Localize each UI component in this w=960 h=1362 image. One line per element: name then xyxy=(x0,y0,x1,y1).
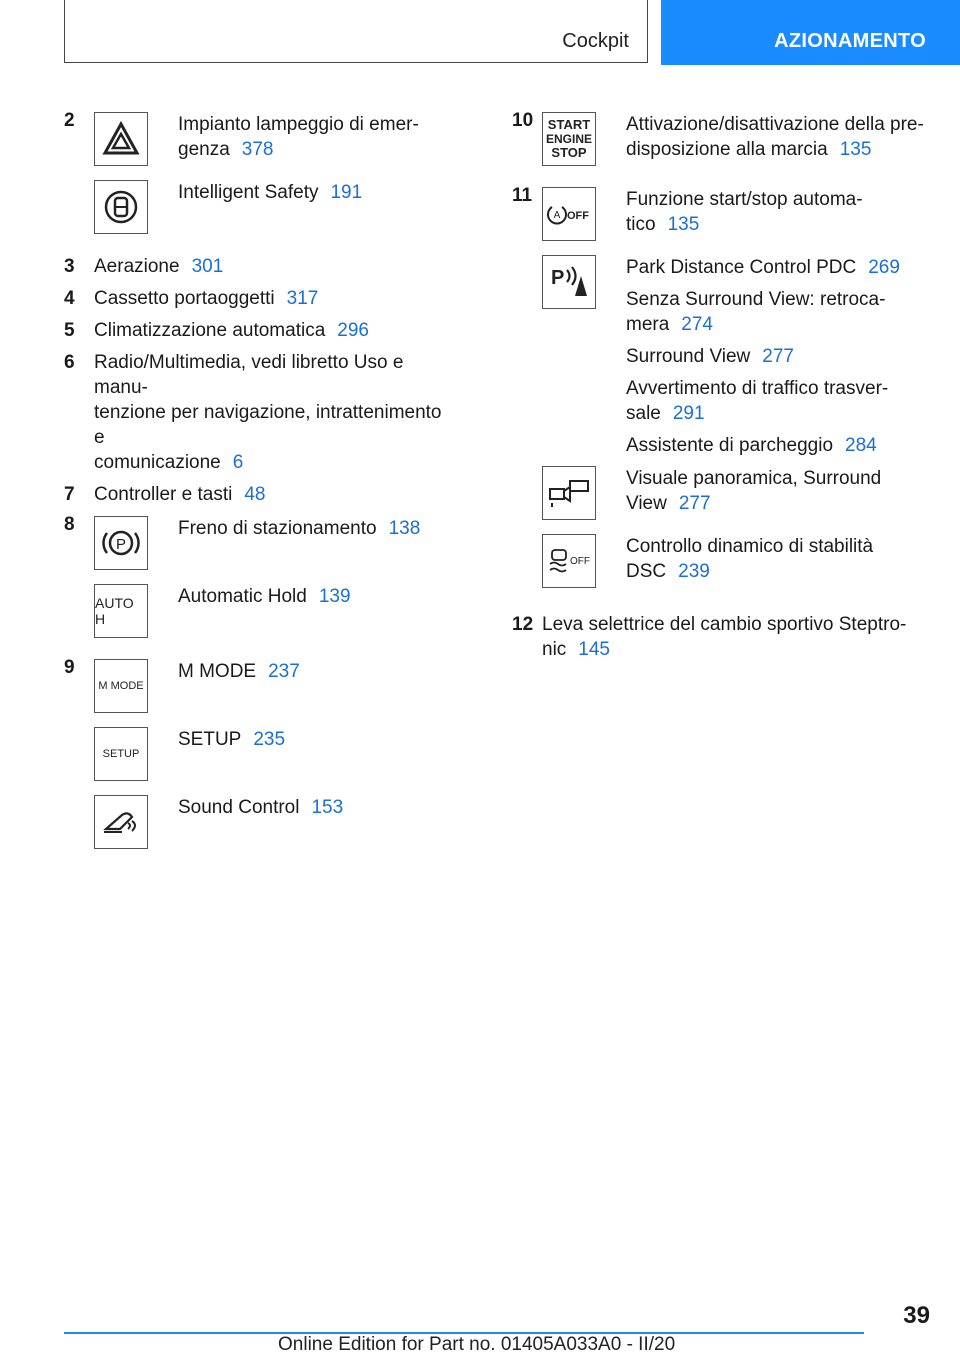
entry-text xyxy=(626,534,926,584)
entry-2-intelligent-safety xyxy=(64,178,454,246)
entry-text-line: Freno di stazionamento xyxy=(178,518,377,539)
entry-text-line: Controllo dinamico di stabilità xyxy=(626,536,874,557)
entry-text-line: disposizione alla marcia xyxy=(626,139,828,160)
page-ref-link[interactable]: 135 xyxy=(667,214,700,235)
parking-brake-icon xyxy=(94,516,148,570)
setup-icon xyxy=(94,727,148,781)
entry-11-surround-view xyxy=(512,464,932,532)
entry-text xyxy=(178,584,478,609)
entry-text xyxy=(626,255,926,458)
item-number: 11 xyxy=(512,185,533,206)
entry-text-line: Avvertimento di traffico trasver- xyxy=(626,378,889,399)
item-number: 7 xyxy=(64,484,75,505)
page-ref-link[interactable]: 296 xyxy=(337,320,369,341)
page-ref-link[interactable]: 48 xyxy=(244,484,266,505)
sound-control-icon xyxy=(94,795,148,849)
item-number: 2 xyxy=(64,110,75,131)
entry-text-line: View xyxy=(626,493,667,514)
page-ref-link[interactable]: 191 xyxy=(330,182,363,203)
section-title: Cockpit xyxy=(562,30,629,52)
item-number: 9 xyxy=(64,657,75,678)
entry-text xyxy=(178,659,478,684)
entry-9-m-mode xyxy=(64,657,454,725)
icon-label: SETUP xyxy=(102,748,140,760)
entry-text-line: Aerazione xyxy=(94,256,180,277)
page-ref-link[interactable]: 145 xyxy=(578,639,610,660)
svg-text:A: A xyxy=(553,210,561,221)
auto-start-stop-off-icon xyxy=(542,187,596,241)
entry-text xyxy=(178,112,478,162)
auto-hold-icon xyxy=(94,584,148,638)
page-ref-link[interactable]: 269 xyxy=(868,257,900,278)
entry-text-line: nic xyxy=(542,639,567,660)
item-number: 5 xyxy=(64,320,75,341)
page-ref-link[interactable]: 301 xyxy=(191,256,224,277)
page-ref-link[interactable]: 239 xyxy=(678,561,710,582)
page-ref-link[interactable]: 284 xyxy=(845,435,877,456)
entry-text-line: Assistente di parcheggio xyxy=(626,435,834,456)
entry-text-line: tenzione per navigazione, intrattenimento e xyxy=(94,402,442,448)
entry-11-auto-start-stop xyxy=(512,185,932,253)
intelligent-safety-icon xyxy=(94,180,148,234)
entry-text-line: genza xyxy=(178,139,230,160)
entry-text-line: DSC xyxy=(626,561,667,582)
entry-text-line: sale xyxy=(626,403,661,424)
page-ref-link[interactable]: 135 xyxy=(839,139,872,160)
entry-2-hazard xyxy=(64,110,454,178)
park-distance-control-icon xyxy=(542,255,596,309)
icon-label: M MODE xyxy=(98,680,144,692)
page-ref-link[interactable]: 291 xyxy=(672,403,705,424)
entry-text-line: Controller e tasti xyxy=(94,484,233,505)
entry-text-line: tico xyxy=(626,214,656,235)
entry-text xyxy=(626,112,926,162)
icon-label: START xyxy=(547,117,591,132)
m-mode-icon xyxy=(94,659,148,713)
start-engine-stop-icon xyxy=(542,112,596,166)
entry-4 xyxy=(64,286,454,311)
item-number: 6 xyxy=(64,352,75,373)
entry-11-park-distance xyxy=(512,253,932,464)
entry-text-line: Visuale panoramica, Surround xyxy=(626,468,882,489)
entry-text xyxy=(178,795,478,820)
surround-view-camera-icon xyxy=(542,466,596,520)
entry-text-line: mera xyxy=(626,314,670,335)
item-number: 4 xyxy=(64,288,75,309)
entry-text-line: Sound Control xyxy=(178,797,300,818)
header-chapter-tab xyxy=(661,0,960,65)
page-ref-link[interactable]: 237 xyxy=(268,661,300,682)
entry-8-parking-brake xyxy=(64,514,454,582)
item-number: 10 xyxy=(512,110,534,131)
entry-text-line: Surround View xyxy=(626,346,751,367)
entry-text-line: Attivazione/disattivazione della pre- xyxy=(626,114,924,135)
entry-text-line: Radio/Multimedia, vedi libretto Uso e manu- xyxy=(94,352,404,398)
page-ref-link[interactable]: 317 xyxy=(286,288,319,309)
entry-text xyxy=(178,727,478,752)
icon-label: AUTO H xyxy=(95,595,134,627)
entry-text xyxy=(178,516,478,541)
dsc-off-icon xyxy=(542,534,596,588)
entry-text-line: M MODE xyxy=(178,661,257,682)
right-column xyxy=(512,110,932,662)
page-ref-link[interactable]: 138 xyxy=(388,518,421,539)
page-ref-link[interactable]: 378 xyxy=(241,139,274,160)
entry-text-line: Senza Surround View: retroca- xyxy=(626,289,886,310)
entry-text-line: comunicazione xyxy=(94,452,221,473)
page-ref-link[interactable]: 277 xyxy=(678,493,711,514)
entry-text xyxy=(626,466,926,516)
entry-text-line: Park Distance Control PDC xyxy=(626,257,857,278)
entry-text-line: Intelligent Safety xyxy=(178,182,319,203)
entry-text xyxy=(178,180,478,205)
item-number: 12 xyxy=(512,614,534,635)
entry-text-line: Automatic Hold xyxy=(178,586,307,607)
icon-label: OFF xyxy=(567,210,589,222)
entry-12 xyxy=(512,612,932,662)
entry-text-line: Impianto lampeggio di emer- xyxy=(178,114,419,135)
entry-9-setup xyxy=(64,725,454,793)
entry-text-line: Funzione start/stop automa- xyxy=(626,189,863,210)
icon-label: ENGINE xyxy=(545,132,592,146)
entry-text-line: Leva selettrice del cambio sportivo Steptro- xyxy=(542,614,907,635)
footer-edition: Online Edition for Part no. 01405A033A0 - II/20 xyxy=(278,1334,676,1355)
page-ref-link[interactable]: 235 xyxy=(253,729,286,750)
svg-text:P: P xyxy=(551,267,565,289)
entry-9-sound-control xyxy=(64,793,454,861)
header-section-box xyxy=(64,0,648,63)
page-number: 39 xyxy=(903,1302,930,1329)
page-ref-link[interactable]: 277 xyxy=(762,346,794,367)
page-ref-link[interactable]: 274 xyxy=(681,314,713,335)
svg-text:P: P xyxy=(115,536,127,553)
entry-8-automatic-hold xyxy=(64,582,454,657)
entry-text xyxy=(626,187,926,237)
entry-11-dsc xyxy=(512,532,932,612)
entry-3 xyxy=(64,254,454,279)
hazard-warning-icon xyxy=(94,112,148,166)
item-number: 8 xyxy=(64,514,75,535)
entry-6 xyxy=(64,350,454,475)
chapter-title: AZIONAMENTO xyxy=(774,30,926,52)
entry-5 xyxy=(64,318,454,343)
icon-label: STOP xyxy=(551,145,587,160)
left-column xyxy=(64,110,454,861)
entry-text-line: Climatizzazione automatica xyxy=(94,320,326,341)
icon-label: OFF xyxy=(570,556,590,567)
page-ref-link[interactable]: 153 xyxy=(311,797,344,818)
item-number: 3 xyxy=(64,256,75,277)
entry-text-line: Cassetto portaoggetti xyxy=(94,288,275,309)
page-ref-link[interactable]: 139 xyxy=(318,586,351,607)
entry-7 xyxy=(64,482,454,507)
entry-10-start-stop xyxy=(512,110,932,185)
page-ref-link[interactable]: 6 xyxy=(232,452,244,473)
entry-text-line: SETUP xyxy=(178,729,242,750)
